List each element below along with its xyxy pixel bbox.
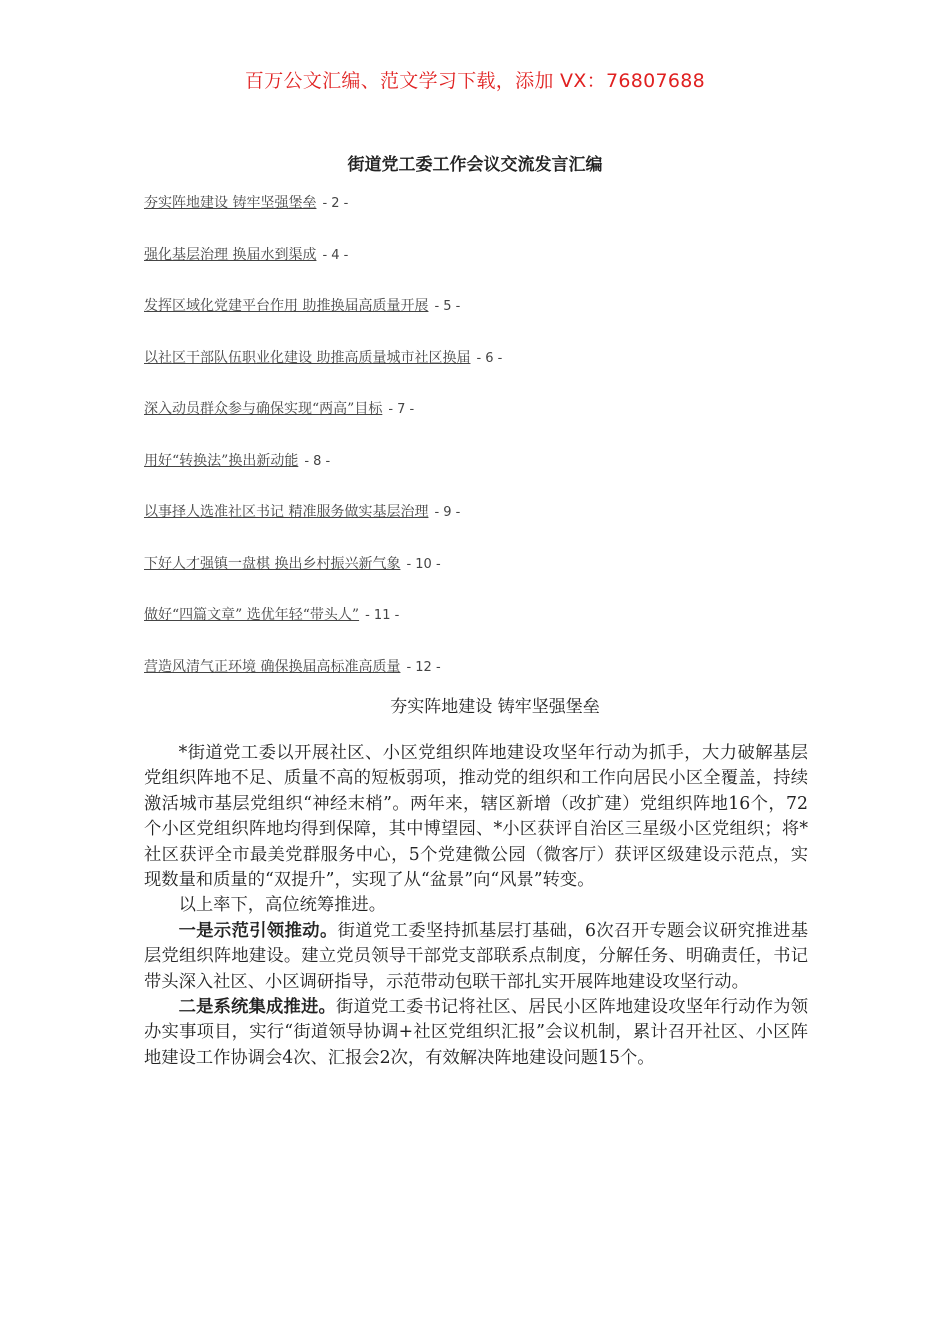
- paragraph: [144, 995, 808, 1071]
- toc-item: [144, 296, 824, 348]
- toc-item: [144, 554, 824, 606]
- paragraph-text: 街道党工委坚持抓基层打基础，6次召开专题会议研究推进基层党组织阵地建设。建立党员领导干部党支部联系点制度，分解任务、明确责任，书记带头深入社区、小区调研指导，示范带动包联干部扎实开展阵地建设攻坚行动。: [144, 920, 808, 992]
- toc-item: [144, 245, 824, 297]
- toc-link[interactable]: 夯实阵地建设 铸牢坚强堡垒: [144, 195, 317, 211]
- toc-page-number: - 9 -: [434, 505, 461, 520]
- toc-page-number: - 11 -: [365, 608, 400, 623]
- section-body: [144, 741, 808, 1071]
- toc-link[interactable]: 发挥区域化党建平台作用 助推换届高质量开展: [144, 298, 429, 314]
- download-banner: 百万公文汇编、范文学习下载，添加 VX：76807688: [244, 70, 706, 92]
- toc-link[interactable]: 以事择人选准社区书记 精准服务做实基层治理: [144, 504, 429, 520]
- toc-item: [144, 399, 824, 451]
- paragraph-lead: 二是系统集成推进。: [178, 997, 336, 1018]
- paragraph: [144, 919, 808, 995]
- paragraph: 以上率下，高位统筹推进。: [178, 895, 386, 916]
- toc-item: [144, 451, 824, 503]
- toc-link[interactable]: 深入动员群众参与确保实现“两高”目标: [144, 401, 383, 417]
- toc-page-number: - 7 -: [388, 402, 415, 417]
- toc-link[interactable]: 以社区干部队伍职业化建设 助推高质量城市社区换届: [144, 349, 471, 366]
- paragraph-text: 街道党工委书记将社区、居民小区阵地建设攻坚年行动作为领办实事项目，实行“街道领导协调+社区党组织汇报”会议机制，累计召开社区、小区阵地建设工作协调会4次、汇报会2次，有效解决阵地建设问题15个。: [144, 997, 808, 1068]
- toc-page-number: - 12 -: [406, 659, 441, 675]
- toc-link[interactable]: 营造风清气正环境 确保换届高标准高质量: [144, 658, 401, 675]
- toc-page-number: - 6 -: [476, 350, 503, 366]
- toc-link[interactable]: 强化基层治理 换届水到渠成: [144, 246, 317, 263]
- toc-page-number: - 2 -: [322, 196, 349, 211]
- toc-item: [144, 605, 824, 657]
- document-title: 街道党工委工作会议交流发言汇编: [347, 155, 603, 175]
- toc-link[interactable]: 下好人才强镇一盘棋 换出乡村振兴新气象: [144, 555, 401, 572]
- table-of-contents: [144, 193, 824, 708]
- paragraph: *街道党工委以开展社区、小区党组织阵地建设攻坚年行动为抓手，大力破解基层党组织阵地不足、质量不高的短板弱项，推动党的组织和工作向居民小区全覆盖，持续激活城市基层党组织“神经末梢”。两年来，辖区新增（改扩建）党组织阵地16个，72个小区党组织阵地均得到保障，其中博望园、*小区获评自治区三星级小区党组织；将*社区获评全市最美党群服务中心，5个党建微公园（微客厅）获评区级建设示范点，实现数量和质量的“双提升”，实现了从“盆景”向“风景”转变。: [144, 743, 808, 891]
- toc-page-number: - 8 -: [304, 453, 331, 469]
- paragraph-lead: 一是示范引领推动。: [178, 920, 338, 941]
- toc-page-number: - 5 -: [434, 299, 461, 314]
- toc-item: [144, 502, 824, 554]
- toc-page-number: - 10 -: [406, 556, 441, 572]
- toc-link[interactable]: 做好“四篇文章” 选优年轻“带头人”: [144, 607, 360, 623]
- section-title: 夯实阵地建设 铸牢坚强堡垒: [390, 697, 600, 717]
- toc-link[interactable]: 用好“转换法”换出新动能: [144, 452, 299, 469]
- toc-item: [144, 193, 824, 245]
- toc-page-number: - 4 -: [322, 247, 349, 263]
- toc-item: [144, 348, 824, 400]
